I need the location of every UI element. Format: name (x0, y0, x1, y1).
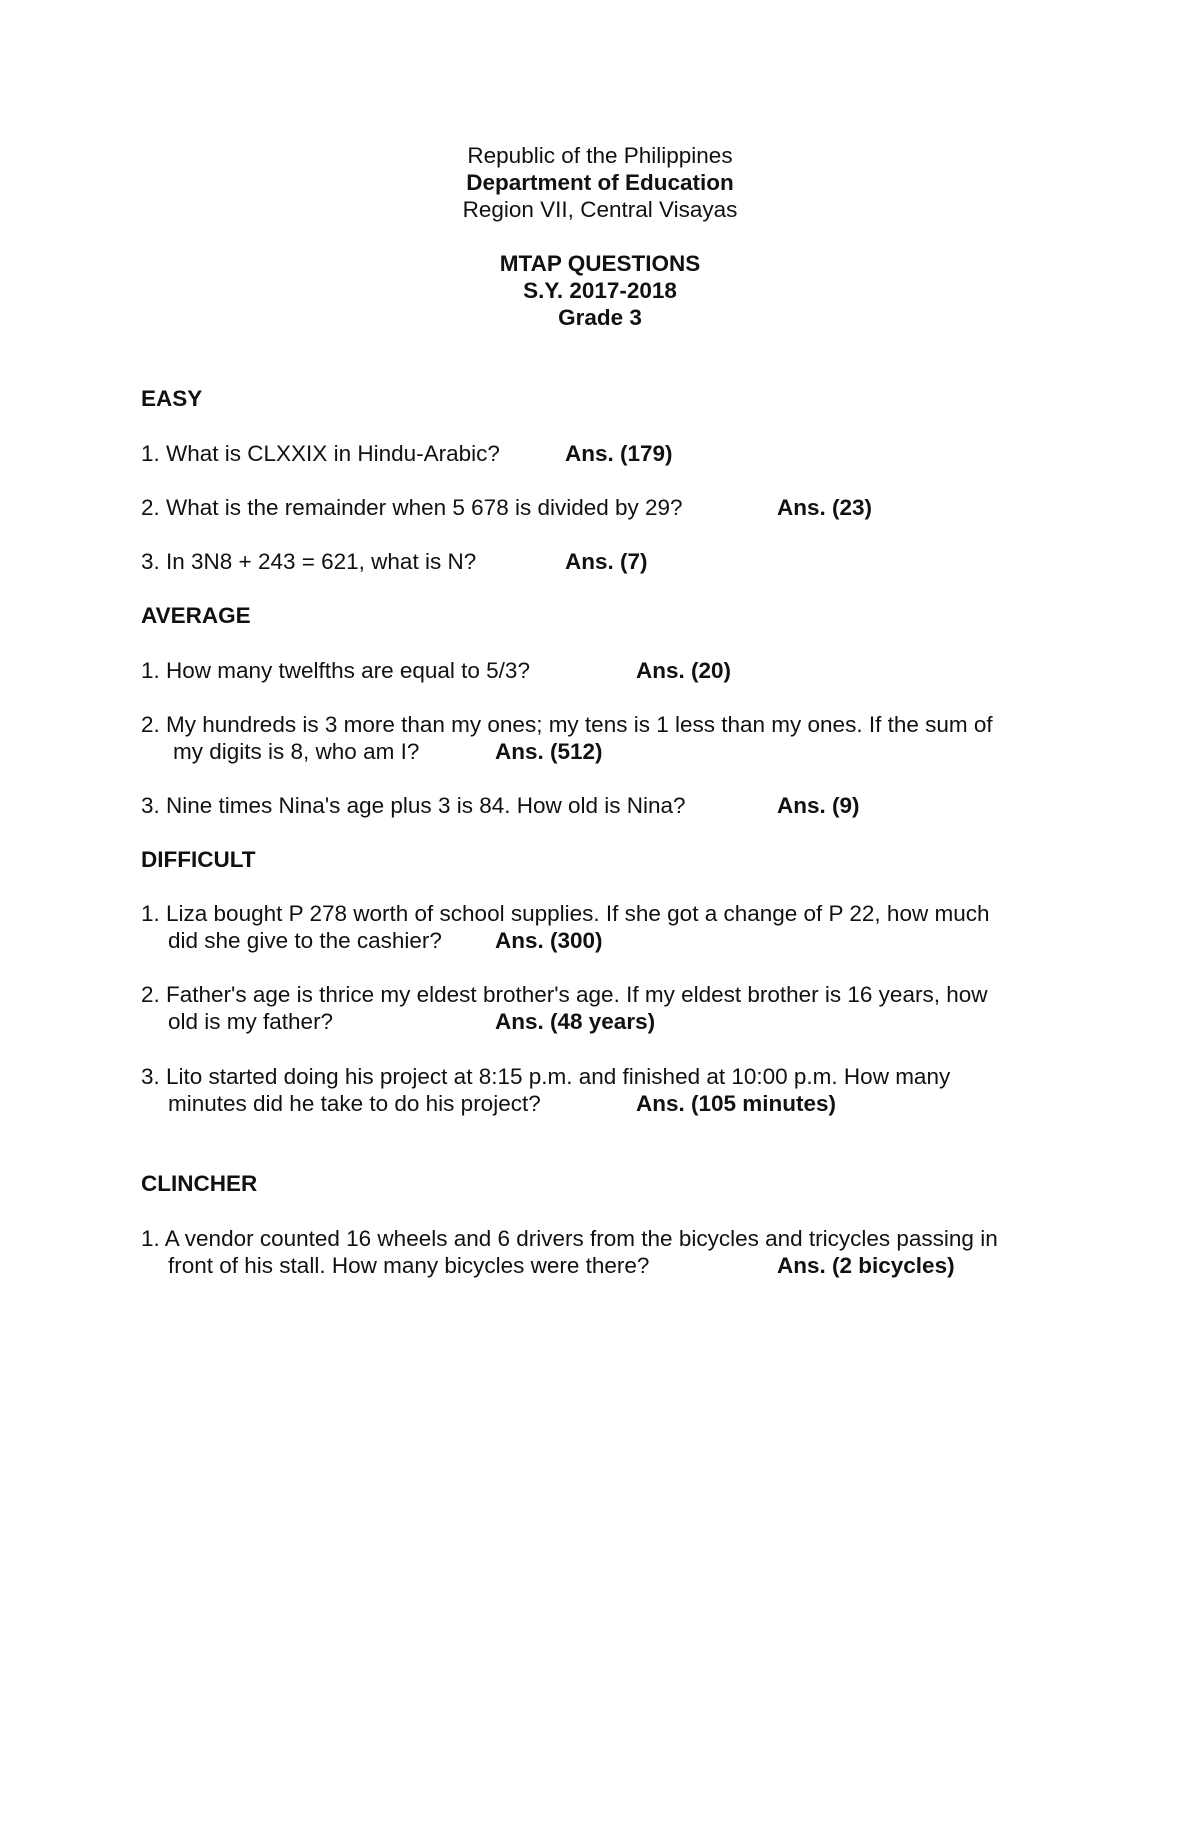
average-question-2-line-2: my digits is 8, who am I? (173, 739, 420, 764)
difficult-question-1-line-1: 1. Liza bought P 278 worth of school supplies. If she got a change of P 22, how much (141, 901, 990, 926)
easy-answer-1: Ans. (179) (565, 441, 673, 466)
grade-level: Grade 3 (558, 305, 642, 330)
average-answer-3: Ans. (9) (777, 793, 860, 818)
header-department: Department of Education (466, 170, 734, 195)
difficult-question-1-line-2: did she give to the cashier? (168, 928, 442, 953)
difficult-question-3-line-2: minutes did he take to do his project? (168, 1091, 541, 1116)
clincher-answer-1: Ans. (2 bicycles) (777, 1253, 955, 1278)
difficult-question-2-line-2: old is my father? (168, 1009, 334, 1034)
easy-question-3: 3. In 3N8 + 243 = 621, what is N? (141, 549, 477, 574)
difficult-question-2-line-1: 2. Father's age is thrice my eldest brother's age. If my eldest brother is 16 years, how (141, 982, 988, 1007)
average-question-1: 1. How many twelfths are equal to 5/3? (141, 658, 530, 683)
difficult-question-3-line-1: 3. Lito started doing his project at 8:15 p.m. and finished at 10:00 p.m. How many (141, 1064, 951, 1089)
average-question-3: 3. Nine times Nina's age plus 3 is 84. How old is Nina? (141, 793, 686, 818)
school-year: S.Y. 2017-2018 (523, 278, 677, 303)
section-title-average: AVERAGE (141, 603, 251, 628)
easy-question-2: 2. What is the remainder when 5 678 is divided by 29? (141, 495, 683, 520)
header-region: Region VII, Central Visayas (462, 197, 738, 222)
section-title-difficult: DIFFICULT (141, 847, 256, 872)
clincher-question-1-line-2: front of his stall. How many bicycles were there? (168, 1253, 650, 1278)
clincher-question-1-line-1: 1. A vendor counted 16 wheels and 6 drivers from the bicycles and tricycles passing in (141, 1226, 998, 1251)
average-question-2-line-1: 2. My hundreds is 3 more than my ones; my tens is 1 less than my ones. If the sum of (141, 712, 993, 737)
page-title: MTAP QUESTIONS (499, 251, 701, 276)
section-title-easy: EASY (141, 386, 203, 411)
difficult-answer-2: Ans. (48 years) (495, 1009, 656, 1034)
difficult-answer-3: Ans. (105 minutes) (636, 1091, 837, 1116)
easy-answer-2: Ans. (23) (777, 495, 873, 520)
difficult-answer-1: Ans. (300) (495, 928, 603, 953)
section-title-clincher: CLINCHER (141, 1171, 258, 1196)
easy-answer-3: Ans. (7) (565, 549, 648, 574)
average-answer-2: Ans. (512) (495, 739, 603, 764)
easy-question-1: 1. What is CLXXIX in Hindu-Arabic? (141, 441, 500, 466)
average-answer-1: Ans. (20) (636, 658, 732, 683)
header-republic: Republic of the Philippines (467, 143, 733, 168)
